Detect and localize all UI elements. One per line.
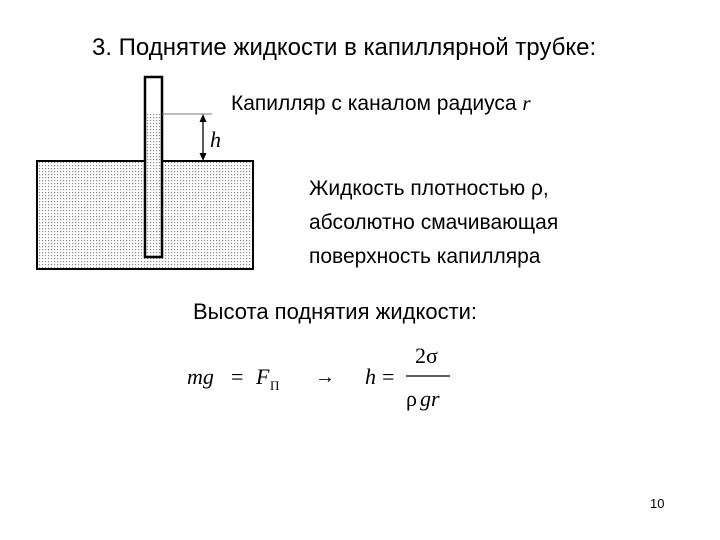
liquid-line-2: абсолютно смачивающая (309, 211, 559, 234)
slide-title: 3. Поднятие жидкости в капиллярной трубке: (92, 34, 597, 61)
formula-F-subscript: П (270, 378, 280, 393)
formula-numerator: 2σ (415, 343, 438, 368)
formula-denominator-gr: gr (420, 386, 440, 411)
formula-arrow: → (315, 366, 335, 388)
height-symbol: h (210, 127, 221, 152)
formula-equals-2: = (382, 364, 395, 389)
capillary-label: Капилляр с каналом радиуса (231, 92, 517, 115)
height-heading: Высота поднятия жидкости: (193, 299, 478, 324)
radius-symbol: r (522, 91, 531, 115)
liquid-line-1: Жидкость плотностью ρ, (309, 177, 549, 200)
formula-F: F (256, 364, 270, 389)
formula-equals-1: = (231, 364, 244, 389)
page-number: 10 (650, 496, 665, 511)
formula-denominator-rho: ρ (406, 386, 417, 411)
formula-h: h (365, 364, 376, 389)
formula-mg: mg (187, 364, 214, 389)
liquid-line-3: поверхность капилляра (309, 245, 541, 268)
